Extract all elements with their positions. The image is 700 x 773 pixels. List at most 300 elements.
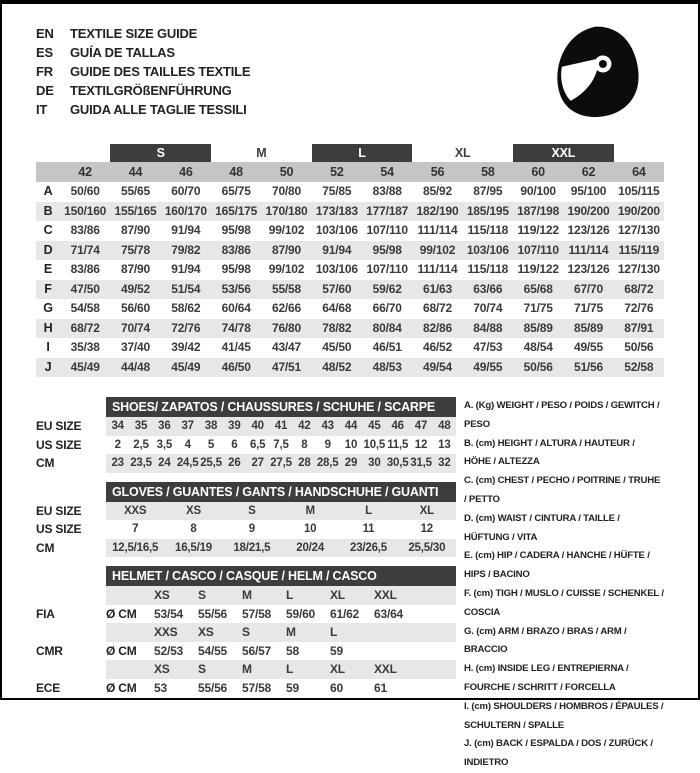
shoes-value-cell: 28: [298, 457, 311, 469]
gloves-value-cell: M: [305, 504, 315, 517]
page-header: [36, 4, 664, 122]
size-value-cell: 71/75: [573, 301, 603, 315]
gloves-value-cell: XS: [186, 504, 201, 517]
shoes-value-cell: 31,5: [410, 457, 432, 469]
shoes-value-cell: 34: [111, 420, 124, 432]
helmet-standard-section: [36, 660, 456, 697]
helmet-size-cell: M: [242, 588, 252, 602]
language-code: DE: [36, 83, 54, 98]
size-value-cell: 48/52: [322, 359, 352, 374]
helmet-value-cell: 61/62: [330, 606, 360, 621]
table-row: [36, 358, 664, 378]
table-row: [36, 299, 664, 319]
helmet-table-header: [36, 566, 456, 586]
size-value-cell: 87/90: [120, 262, 150, 276]
size-value-cell: 95/100: [570, 184, 607, 198]
row-letter: D: [43, 242, 53, 257]
shoes-value-cell: 37: [181, 420, 194, 432]
shoes-value-cell: 26: [228, 457, 241, 469]
shoes-value-cell: 38: [204, 420, 218, 432]
shoes-value-cell: 45: [368, 420, 381, 432]
shoes-value-cell: 28,5: [316, 457, 339, 469]
helmet-size-cell: XXS: [154, 625, 178, 639]
size-value-cell: 85/92: [422, 184, 452, 198]
size-value-cell: 60/70: [171, 184, 201, 198]
size-header-cell: 44: [128, 165, 143, 179]
size-value-cell: 65/68: [523, 281, 553, 296]
size-value-cell: 177/187: [366, 203, 409, 218]
shoes-value-cell: 3,5: [156, 438, 173, 451]
size-value-cell: 170/180: [265, 203, 308, 218]
shoes-value-cell: 46: [391, 420, 404, 432]
size-value-cell: 60/64: [221, 301, 251, 315]
helmet-value-cell: 59: [330, 643, 343, 658]
size-header-cell: 60: [531, 165, 545, 179]
shoes-table-row: [36, 436, 456, 455]
shoes-value-cell: 5: [207, 438, 215, 451]
row-letter: B: [43, 203, 53, 218]
size-header-cell: 58: [481, 165, 495, 179]
size-value-cell: 72/76: [171, 320, 201, 335]
shoes-value-cell: 42: [298, 420, 311, 432]
helmet-size-row: [36, 586, 456, 605]
shoes-value-cell: 6,5: [249, 438, 266, 451]
helmet-value-row: [36, 679, 456, 698]
helmet-standard-section: [36, 586, 456, 623]
size-value-cell: 82/86: [422, 320, 452, 335]
shoes-value-cell: 8: [301, 438, 308, 451]
helmet-value-cell: 53/54: [154, 606, 184, 621]
shoes-value-cell: 44: [344, 420, 358, 432]
size-value-cell: 50/56: [624, 340, 654, 354]
size-group-label: M: [256, 146, 267, 160]
size-header-cell: 56: [430, 165, 445, 179]
helmet-size-cell: XXL: [374, 588, 397, 602]
size-value-cell: 127/130: [617, 262, 660, 276]
size-value-cell: 185/195: [466, 203, 509, 218]
legend-item: H. (cm) INSIDE LEG / ENTREPIERNA / FOURCHE / SCHRITT / FORCELLA: [464, 663, 629, 693]
helmet-size-cell: S: [198, 588, 206, 602]
standard-label: FIA: [36, 606, 55, 621]
size-value-cell: 84/88: [473, 320, 503, 335]
gloves-value-cell: 11: [362, 523, 375, 535]
size-header-cell: 52: [330, 165, 344, 179]
size-group-label: XXL: [513, 144, 614, 162]
size-value-cell: 49/55: [573, 340, 603, 354]
size-value-cell: 70/74: [473, 301, 503, 315]
legend-item: B. (cm) HEIGHT / ALTURA / HAUTEUR / HÖHE / ALTEZZA: [464, 437, 635, 468]
size-header-row: [36, 162, 664, 182]
size-header-cell: 46: [179, 165, 193, 179]
row-label: CM: [36, 456, 55, 470]
size-value-cell: 99/102: [419, 242, 456, 257]
helmet-size-cell: S: [242, 625, 250, 639]
shoes-value-cell: 9: [324, 438, 331, 451]
shoes-value-cell: 27,5: [270, 457, 292, 469]
size-value-cell: 91/94: [171, 223, 201, 237]
language-title: TEXTILGRÖßENFÜHRUNG: [70, 83, 232, 98]
diameter-unit-label: Ø CM: [106, 680, 137, 695]
table-row: [36, 202, 664, 222]
helmet-size-cell: XS: [154, 588, 170, 602]
legend-item: C. (cm) CHEST / PECHO / POITRINE / TRUHE / PETTO: [464, 475, 661, 505]
helmet-value-cell: 59/60: [286, 606, 316, 621]
size-value-cell: 51/54: [171, 281, 201, 296]
size-value-cell: 62/66: [271, 301, 301, 315]
size-value-cell: 55/58: [271, 281, 301, 296]
legend-item: I. (cm) SHOULDERS / HOMBROS / ÉPAULES / SCHULTERN / SPALLE: [464, 700, 664, 731]
shoes-value-cell: 41: [274, 420, 288, 432]
size-value-cell: 111/114: [568, 242, 609, 257]
shoes-value-cell: 39: [228, 420, 241, 432]
language-title: TEXTILE SIZE GUIDE: [70, 26, 198, 41]
gloves-value-cell: XL: [419, 504, 434, 517]
size-value-cell: 44/48: [120, 359, 150, 374]
helmet-value-cell: [374, 642, 418, 661]
size-header-cell: 42: [78, 165, 92, 179]
gloves-value-cell: 12,5/16,5: [112, 541, 159, 554]
diameter-unit-label: Ø CM: [106, 606, 137, 621]
shoes-value-cell: 2,5: [133, 438, 149, 451]
gloves-value-cell: 7: [132, 523, 139, 535]
size-value-cell: 55/65: [120, 184, 150, 198]
gloves-value-cell: 18/21,5: [233, 541, 271, 554]
shoes-value-cell: 27: [251, 457, 264, 469]
size-value-cell: 64/68: [322, 301, 352, 315]
size-value-cell: 56/60: [120, 301, 150, 315]
helmet-value-cell: 57/58: [242, 680, 272, 695]
gloves-value-cell: 8: [190, 523, 197, 535]
size-value-cell: 46/51: [372, 340, 402, 354]
row-letter: C: [43, 223, 53, 237]
helmet-size-cell: XL: [330, 588, 345, 602]
language-code: IT: [36, 102, 48, 117]
gloves-value-cell: 12: [420, 523, 434, 535]
shoes-value-cell: 10: [344, 438, 358, 451]
helmet-value-cell: 54/55: [198, 643, 228, 658]
size-value-cell: 91/94: [322, 242, 352, 257]
size-value-cell: 52/58: [624, 359, 654, 374]
gloves-value-cell: L: [365, 504, 372, 517]
size-value-cell: 47/50: [70, 281, 100, 296]
size-value-cell: 173/183: [315, 203, 358, 218]
helmet-icon: [546, 22, 646, 122]
size-value-cell: 95/98: [221, 262, 251, 276]
legend-item: D. (cm) WAIST / CINTURA / TAILLE / HÜFTUNG / VITA: [464, 512, 620, 543]
size-value-cell: 119/122: [517, 223, 559, 237]
size-value-cell: 45/49: [70, 359, 100, 374]
size-value-cell: 53/56: [221, 281, 251, 296]
size-header-cell: 64: [632, 165, 646, 179]
table-row: [36, 319, 664, 339]
size-group-label: L: [312, 144, 413, 162]
shoes-value-cell: 7,5: [273, 438, 289, 451]
size-value-cell: 48/54: [523, 340, 553, 354]
helmet-size-cell: S: [198, 662, 206, 676]
helmet-size-row: [36, 660, 456, 679]
row-letter: H: [43, 320, 53, 335]
bottom-section: [36, 397, 664, 773]
shoes-value-cell: 10,5: [363, 438, 386, 451]
shoes-value-cell: 36: [158, 420, 171, 432]
shoes-value-cell: 40: [251, 420, 264, 432]
shoes-value-cell: 25,5: [200, 457, 222, 469]
size-header-cell: 54: [380, 165, 394, 179]
size-value-cell: 111/114: [417, 223, 458, 237]
size-value-cell: 68/72: [70, 320, 100, 335]
size-value-cell: 79/82: [171, 242, 201, 257]
helmet-size-cell: [374, 623, 418, 642]
size-header-cell: 50: [279, 165, 294, 179]
size-value-cell: 59/62: [372, 281, 402, 296]
row-letter: F: [44, 281, 52, 296]
size-value-cell: 111/114: [417, 262, 458, 276]
shoes-table-row: [36, 417, 456, 436]
size-value-cell: 71/75: [523, 301, 553, 315]
shoes-value-cell: 30,5: [386, 457, 409, 469]
helmet-value-cell: 53: [154, 680, 167, 695]
size-value-cell: 85/89: [573, 320, 603, 335]
helmet-size-cell: XXL: [374, 662, 397, 676]
gloves-table: [36, 482, 456, 558]
shoes-value-cell: 13: [438, 438, 451, 451]
shoes-table-row: [36, 454, 456, 473]
size-value-cell: 115/118: [467, 262, 509, 276]
gloves-value-cell: S: [248, 504, 256, 517]
size-value-cell: 45/49: [171, 359, 201, 374]
size-value-cell: 48/53: [372, 359, 402, 374]
gloves-value-cell: XXS: [123, 504, 147, 517]
shoes-value-cell: 24,5: [176, 457, 199, 469]
size-value-cell: 71/74: [70, 242, 100, 257]
language-title: GUÍA DE TALLAS: [70, 45, 175, 60]
size-value-cell: 160/170: [164, 203, 207, 218]
language-title: GUIDE DES TAILLES TEXTILE: [70, 64, 251, 79]
row-label: US SIZE: [36, 522, 82, 536]
helmet-table: [36, 566, 456, 697]
size-value-cell: 78/82: [322, 320, 352, 335]
table-row: [36, 338, 664, 358]
size-value-cell: 45/50: [322, 340, 352, 354]
size-value-cell: 103/106: [466, 242, 509, 257]
helmet-value-cell: 55/56: [198, 606, 228, 621]
size-value-cell: 83/86: [70, 223, 100, 237]
gloves-value-cell: 9: [248, 523, 255, 535]
size-value-cell: 95/98: [372, 242, 402, 257]
shoes-table-title: SHOES/ ZAPATOS / CHAUSSURES / SCHUHE / SCARPE: [106, 397, 456, 417]
size-value-cell: 63/66: [473, 281, 503, 296]
size-value-cell: 150/160: [64, 203, 107, 218]
table-row: [36, 182, 664, 202]
size-value-cell: 61/63: [422, 281, 452, 296]
gloves-table-header: [36, 482, 456, 502]
shoes-value-cell: 23: [111, 457, 124, 469]
shoes-value-cell: 6: [231, 438, 238, 451]
table-row: [36, 241, 664, 261]
size-value-cell: 54/58: [70, 301, 100, 315]
size-value-cell: 190/200: [567, 203, 610, 218]
size-value-cell: 91/94: [171, 262, 201, 276]
size-value-cell: 66/70: [372, 301, 402, 315]
size-value-cell: 107/110: [366, 262, 408, 276]
helmet-size-cell: XL: [330, 662, 345, 676]
size-value-cell: 83/88: [372, 184, 402, 198]
size-value-cell: 46/50: [221, 359, 251, 374]
size-value-cell: 105/115: [618, 184, 660, 198]
gloves-value-cell: 25,5/30: [408, 541, 446, 554]
gloves-value-cell: 20/24: [296, 541, 325, 554]
shoes-value-cell: 24: [158, 457, 171, 469]
helmet-size-cell: L: [286, 662, 294, 676]
size-value-cell: 107/110: [366, 223, 408, 237]
size-value-cell: 75/85: [322, 184, 352, 198]
size-value-cell: 87/90: [120, 223, 150, 237]
shoes-table: [36, 397, 456, 473]
legend-item: A. (Kg) WEIGHT / PESO / POIDS / GEWITCH / PESO: [464, 400, 660, 430]
shoes-value-cell: 35: [134, 420, 148, 432]
size-value-cell: 123/126: [567, 223, 610, 237]
helmet-size-cell: L: [286, 588, 294, 602]
sub-tables-column: [36, 397, 456, 773]
helmet-table-title: HELMET / CASCO / CASQUE / HELM / CASCO: [106, 566, 456, 586]
gloves-table-row: [36, 502, 456, 521]
size-value-cell: 68/72: [422, 301, 452, 315]
size-value-cell: 57/60: [322, 281, 352, 296]
helmet-size-cell: M: [286, 625, 296, 639]
helmet-value-cell: 55/56: [198, 680, 228, 695]
standard-label: CMR: [36, 643, 63, 658]
size-value-cell: 107/110: [517, 242, 559, 257]
size-value-cell: 50/56: [523, 359, 553, 374]
size-value-cell: 58/62: [171, 301, 201, 315]
helmet-size-cell: XS: [198, 625, 214, 639]
size-value-cell: 72/76: [624, 301, 654, 315]
size-value-cell: 165/175: [215, 203, 258, 218]
size-value-cell: 85/89: [523, 320, 553, 335]
size-value-cell: 46/52: [422, 340, 452, 354]
row-letter: G: [43, 301, 53, 315]
gloves-value-cell: 16,5/19: [175, 541, 212, 554]
size-value-cell: 47/51: [271, 359, 301, 374]
textile-size-table: [36, 144, 664, 377]
language-code: ES: [36, 45, 53, 60]
helmet-value-cell: 58: [286, 643, 299, 658]
size-header-cell: 62: [581, 165, 596, 179]
shoes-value-cell: 12: [414, 438, 428, 451]
helmet-value-cell: 63/64: [374, 606, 404, 621]
shoes-value-cell: 2: [114, 438, 121, 451]
helmet-value-cell: 61: [374, 680, 387, 695]
gloves-table-title: GLOVES / GUANTES / GANTS / HANDSCHUHE / GUANTI: [106, 482, 456, 502]
size-value-cell: 70/74: [120, 320, 150, 335]
size-value-cell: 49/52: [120, 281, 150, 296]
shoes-value-cell: 11,5: [387, 438, 409, 451]
gloves-table-row: [36, 520, 456, 539]
row-letter: I: [46, 340, 50, 354]
size-value-cell: 51/56: [573, 359, 603, 374]
size-value-cell: 47/53: [473, 340, 503, 354]
size-value-cell: 103/106: [315, 262, 358, 276]
row-letter: E: [43, 262, 53, 276]
shoes-value-cell: 43: [321, 420, 334, 432]
size-table-body: [36, 182, 664, 377]
language-code: EN: [36, 26, 54, 41]
size-value-cell: 65/75: [221, 184, 251, 198]
helmet-size-cell: XS: [154, 662, 170, 676]
size-value-cell: 103/106: [315, 223, 358, 237]
diameter-unit-label: Ø CM: [106, 643, 137, 658]
size-value-cell: 75/78: [120, 242, 150, 257]
size-header-cell: 48: [229, 165, 243, 179]
size-value-cell: 70/80: [271, 184, 301, 198]
row-label: EU SIZE: [36, 503, 82, 518]
legend-item: E. (cm) HIP / CADERA / HANCHE / HÜFTE / HIPS / BACINO: [464, 550, 650, 581]
size-value-cell: 190/200: [617, 203, 660, 218]
table-row: [36, 280, 664, 300]
row-label: US SIZE: [36, 437, 82, 452]
gloves-value-cell: 23/26,5: [350, 541, 387, 554]
gloves-table-row: [36, 539, 456, 558]
size-value-cell: 90/100: [520, 184, 556, 198]
size-value-cell: 99/102: [268, 262, 305, 276]
size-group-label: XL: [454, 146, 471, 160]
helmet-size-cell: M: [242, 662, 252, 676]
size-value-cell: 50/60: [70, 184, 100, 198]
size-value-cell: 127/130: [617, 223, 660, 237]
size-value-cell: 187/198: [517, 203, 560, 218]
size-value-cell: 49/54: [422, 359, 452, 374]
size-value-cell: 49/55: [473, 359, 503, 374]
size-value-cell: 39/42: [171, 340, 201, 354]
shoes-value-cell: 48: [438, 420, 451, 432]
helmet-value-cell: 60: [330, 680, 343, 695]
size-value-cell: 155/165: [114, 203, 157, 218]
size-group-row: [36, 144, 664, 162]
size-value-cell: 37/40: [120, 340, 150, 354]
legend-item: J. (cm) BACK / ESPALDA / DOS / ZURÜCK / INDIETRO: [464, 738, 653, 769]
size-value-cell: 83/86: [221, 242, 251, 257]
helmet-size-row: [36, 623, 456, 642]
row-label: CM: [36, 540, 55, 555]
size-value-cell: 95/98: [221, 223, 251, 237]
size-value-cell: 76/80: [271, 320, 301, 335]
size-value-cell: 115/119: [618, 242, 660, 257]
shoes-value-cell: 29: [344, 457, 358, 469]
helmet-size-cell: L: [330, 625, 338, 639]
helmet-standard-section: [36, 623, 456, 660]
shoes-value-cell: 47: [414, 420, 428, 432]
standard-label: ECE: [36, 680, 61, 695]
legend-item: F. (cm) TIGH / MUSLO / CUISSE / SCHENKEL / COSCIA: [464, 587, 664, 618]
language-code: FR: [36, 64, 53, 79]
size-value-cell: 74/78: [221, 320, 251, 335]
size-value-cell: 80/84: [372, 320, 402, 335]
table-row: [36, 221, 664, 241]
row-letter: A: [43, 184, 53, 198]
size-group-label: S: [110, 144, 211, 162]
row-label: EU SIZE: [36, 419, 82, 433]
size-value-cell: 43/47: [271, 340, 301, 354]
size-value-cell: 35/38: [70, 340, 100, 354]
size-value-cell: 123/126: [567, 262, 610, 276]
helmet-value-cell: 59: [286, 680, 299, 695]
shoes-table-header: [36, 397, 456, 417]
size-value-cell: 115/118: [467, 223, 509, 237]
size-value-cell: 87/90: [271, 242, 301, 257]
size-value-cell: 87/95: [473, 184, 503, 198]
shoes-value-cell: 23,5: [130, 457, 152, 469]
size-value-cell: 99/102: [268, 223, 305, 237]
